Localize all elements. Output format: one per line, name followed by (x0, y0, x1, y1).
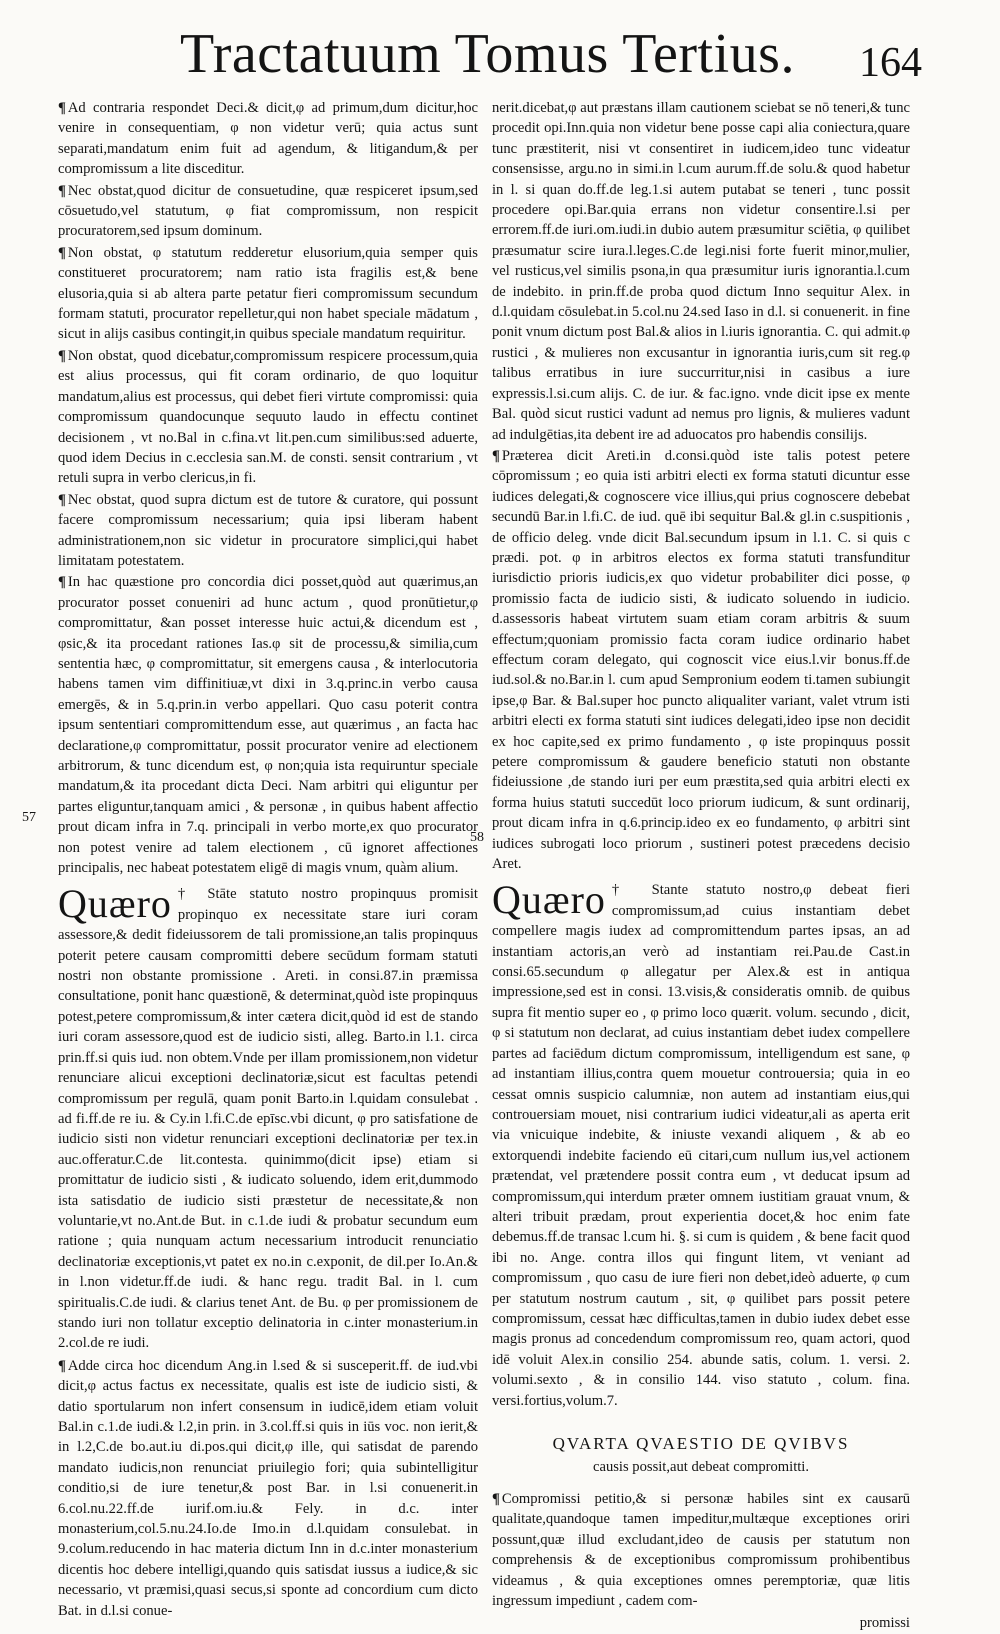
paragraph (492, 1489, 910, 1611)
quaero-block (492, 877, 910, 1411)
paragraph (58, 346, 478, 489)
section-heading: QVARTA QVAESTIO DE QVIBVS (552, 1434, 850, 1453)
paragraph-text: Non obstat, quod dicebatur,compromissum respicere processum,quia est alius processus, qui fit coram ordinario, de quo loquitur mandatum,alius est processus, qui debet fieri virtute compromissi: quia compromissum quandocunque sequuto laudo in effectu continet decisionem , vt no.Bal in c.fina.vt lit.pen.cum similibus:sed aduerte, quod idem Decius in c.ecclesia san.M. de consti. sensit contrarium , vt retuli supra in verbo clericus,in fi. (58, 347, 478, 487)
paragraph (492, 446, 910, 875)
page-number: 164 (859, 40, 922, 86)
quaero-initial: Quæro (58, 881, 172, 927)
catchword: promissi (859, 1615, 910, 1632)
paragraph (58, 490, 478, 572)
paragraph-text: Præterea dicit Areti.in d.consi.quòd iste talis potest petere cōpromissum ; eo quia isti arbitri electi ex forma statuti dicuntur esse iudices delegati,& cognoscere vice illius,qui prius cognoscere debebat secundū Bar.in l.fi.C. de iud. quē ibi sequitur Bal.& gl.in c.suspitionis , de officio deleg. vnde dicit Bal.secundum ipsum in l.1. C. si quis c prædi. pot. φ in arbitros electos ex forma statuti transfunditur iurisdictio prioris iudicis,ex quo videtur probabiliter dici posse, φ promissio facta de iudicio sisti, & iudicato soluendo in iudicio. d.assessoris habeat virtutem suam etiam coram arbitris & suum effectum;quoniam promissio facta coram iudice ordinario habet effectum coram delegato, qui cognoscit vice eius.l.vir bonus.ff.de iud.sol.& no.Bar.in l. cum apud Sempronium eodem ti.tamen subiungit ipse,φ Bar. & Bal.super hoc puncto aliqualiter variant, valet vtrum isti arbitri electi ex forma statuti sint iudices delegati,ideo ipse non decidit ex hoc capite,sed ex primo fundamento , φ iste propinquus possit petere compromissum & gaudere beneficio statuti non obstante fideiussione ,de stando iuri per eum præstita,sed quia arbitri electi ex forma huius statuti succedūt loco priorum iudicum, & sunt ordinarij, prout dicam infra in q.6.princip.ideo ex eo fundamento, φ arbitri sint iudices subrogati loco priorum , sustineri potest præcedens decisio Aret. (492, 447, 910, 873)
paragraph (58, 181, 478, 242)
quaero-text: † Stāte statuto nostro propinquus promisit propinquo ex necessitate stare iuri coram assessore,& dedit fideiussorem de tali promissione,an talis propinquus poterit petere causam compromitti debere secūdum formam statuti nostri non obstante promissione . Areti. in consi.87.in præmissa consultatione, ponit hanc quæstionē, & determinat,quòd iste propinquus potest,petere compromissum,& inter cætera dicit,quòd id est de stando iuri coram assessore,quod est de iudicio sisti, alleg. Barto.in l.1. circa prin.ff.si quis iud. non obtem.Vnde per illam promissionem,non videtur renunciare alicui exceptioni declinatoriæ,sicut est facultas petendi compromissum per regulā, quam ponit Barto.in l.quidam consulebat . ad fi.ff.de re iu. & Cy.in l.fi.C.de epīsc.vbi dicunt, φ pro satisfatione de iudicio sisti non videtur renunciari exceptioni declinatoriæ per tex.in auc.offeratur.C.de lit.contesta. quinimmo(dicit ipse) etiam si promittatur de iudicio sisti , & iudicato soluendo, idem erit,dummodo ista satisdatio de iudicio sisti præstetur de necessitate,& non voluntarie,vt no.Ant.de But. in c.1.de iudi & probatur secundum eum ratione ; quia nunquam actum necessarium introducit renunciatio declinatoriæ exceptionis,vt patet ex no.in c.exponit, de dil.per Io.An.& in l.non videtur.ff.de iudi. & hanc regu. tradit Bal. in l. cum spiritualis.C.de iudi. & clarius tenet Ant. de Bu. φ per promissionem de stando iuri non tollatur exceptio delinatoria in c.inter monasterium.in 2.col.de re iudi. (58, 886, 478, 1352)
paragraph-text: Ad contraria respondet Deci.& dicit,φ ad primum,dum dicitur,hoc venire in consequentiam, φ non videtur verū; quia actus sunt separati,mandatum enim fuit ad agendum, & litigandum,& per compromissum a lite disceditur. (58, 100, 478, 178)
paragraph (58, 572, 478, 878)
pilcrow-icon: ¶ (58, 182, 66, 199)
pilcrow-icon: ¶ (58, 574, 66, 591)
margin-number-right: 58 (470, 830, 484, 845)
paragraph-text: nerit.dicebat,φ aut præstans illam cautionem sciebat se nō teneri,& tunc procedit opi.Inn.quia non videtur bene posse capi alia coniectura,quare tunc præstiterit, nisi vt consentiret in iudicem,ideo tunc videatur consensisse, argu.no in simi.in l.cum aurum.ff.de solu.& quod habetur in l. si quan do.ff.de leg.1.si autem putabat se teneri , tunc possit procedere opi.Bar.quia errans non videtur consentire.l.si per errorem.ff.de iuri.om.iudi.in dubio autem præsumitur sciētia, φ quilibet præsumatur scire iura.l.leges.C.de legi.nisi forte fuerit minor,mulier, vel rusticus,vel similis psona,in qua præsumitur iuris ignorantia.l.cum de indebito. in prin.ff.de proba quod dictum Inno sequitur Alex. in d.l.quidam cōsulebat.in 5.col.nu 24.sed Iaso in d.l. si conuenerit. in fine ponit vnum dictum post Bal.& alios in l.iuris ignorantia. C. qui admit.φ rustici , & mulieres non excusantur in ignorantia iuris,cum sit reg.φ talibus erratibus in iure succurritur,nisi in casibus a iure expressis.l.si.cum alijs. C. de iur. & fac.igno. vnde dicit ipse ex mente Bal. quòd sicut rustici vadunt ad nemus pro lignis, & mulieres vadunt ad indulgētias,ita debent ire ad aduocatos pro habendis consilijs. (492, 100, 910, 443)
quaero-block (58, 881, 478, 1353)
paragraph-text: Non obstat, φ statutum redderetur elusorium,quia semper quis constitueret procuratorem; nam ratio ista fragilis est,& bene elusoria,quia si ab altera parte petatur fieri compromissum secundum formam statuti, procurator repelletur,qui non habet speciale mādatum , sicut in alijs casibus contingit,in quibus speciale mandatum requiritur. (58, 244, 478, 343)
paragraph-text: Adde circa hoc dicendum Ang.in l.sed & si susceperit.ff. de iud.vbi dicit,φ actus factus ex necessitate, qualis est iste de iudicio sisti, & datio sportularum non infert consensum in iudicē,idem etiam voluit Bal.in c.1.de iudi.& l.2,in prin. in 3.col.ff.si quis in iūs voc. non ierit,& in l.2,C.de bo.aut.iu di.pos.qui dicit,φ ille, qui satisdat de parendo mandato iudicis,non renunciat priuilegio fori; quia subintelligitur conditio,si de iure tenetur,& post Bar. in l.si conuenerit.in 6.col.nu.22.ff.de iurif.om.iu.& Fely. in d.c. inter monasterium,col.5.nu.24.Io.de Imo.in d.l.quidam consulebat. in 9.colum.reducendo in hac materia dictum Inn in d.c.inter monasterium dicentis hoc debere intelligi,quando quis satisdat iussus a iudice,& sic necessario, vt præmisi,quasi secus,si sponte ad concordium cum dicto Bat. in d.l.si conue- (58, 1357, 478, 1619)
pilcrow-icon: ¶ (58, 347, 66, 364)
left-column (58, 98, 478, 1622)
quaero-text: † Stante statuto nostro,φ debeat fieri compromissum,ad cuius instantiam debet compellere magis iudex ad compromittendum partes ipsas, an ad instantiam actoris,an verò ad instantiam rei.Pau.de Cast.in consi.65.secundum φ allegatur per Alex.& est in antiqua impressione,sed est in consi. 13.visis,& consideratis omnib. de quibus supra fit mentio super eo , φ primo loco quærit. volum. secundo , dicit, φ si statutum non declarat, ad cuius instantiam debet iudex compellere partes ad faciēdum dictum compromissum, intelligendum est sane, φ ad instantiam illius,contra quem mouetur controuersia; quia in eo cessat omnis suspicio calumniæ, non autem ad instantiam eius,qui controuersiam mouet, nisi contrarium iudici videatur,ali as aperta erit via vnicuique indebite, & iniuste vexandi aliquem , & ab eo extorquendi indebite faciendo eū citari,cum nullum ius,vel actionem prætendat, vel prætendere possit contra eum , vt deducat ipsum ad compromissum,qui interdum præter omnem iustitiam grauat vnum, & alteri tribuit prædam, prout experientia docet,& hoc enim fate debemus.ff.de transac l.cum hi. §. si cum is quidem , & bene facit quod ibi no. Ange. contra illos qui fingunt litem, vt veniant ad compromissum , quo casu de iure fieri non debet,ideò aduerte, φ cum per statutum nostrum cautum , sit, φ quilibet pars possit petere compromissum, cessat hæc difficultas,tamen in dubio iudex debet esse magis pronus ad concedendum compromissum reo, quam actori, quod idē voluit Alex.in consilio 254. abunde satis, colum. 1. versi. 2. volumi.sexto , & in consilio 144. viso statuto , colum. fina. versi.fortius,volum.7. (492, 882, 910, 1409)
quaero-initial: Quæro (492, 877, 606, 923)
pilcrow-icon: ¶ (492, 1491, 500, 1507)
page-header (0, 0, 1000, 92)
section-subheading: causis possit,aut debeat compromitti. (592, 1459, 810, 1475)
paragraph-text: In hac quæstione pro concordia dici posset,quòd aut quærimus,an procurator posset conueniri ad hunc actum , quod pronūtietur,φ compromittatur, &an posset interesse huic actui,& dicendum est , φsic,& ita procedant rationes Ias.φ sit de processu,& similia,cum sententia hæc, φ compromittatur, sit emergens causa , & interlocutoria habens tamen vim diffinitiuæ,vt dixi in 3.q.princ.in verbo causa emergēs, & in 5.q.prin.in verbo appellari. Quo casu poterit contra ipsum sententiari compromittendum esse, aut quærimus , an facta hac declaratione,φ compromittatur, possit procurator venire ad electionem arbitrorum, & tunc dicendum est, φ non;quia ista requiruntur speciale mandatum,& ita procedant dicta Deci. Nam arbitri qui eliguntur per partes eliguntur,tanquam amici , & personæ , in quibus habent affectio prout dicam infra in 7.q. principali in verbo morte,ex quo procurator non potest venire ad talem electionem , cū ignoret affectiones principalis, nec habeat potestatem eligē di magis vnum, quàm alium. (58, 574, 478, 877)
pilcrow-icon: ¶ (58, 491, 66, 508)
running-title: Tractatuum Tomus Tertius. (180, 23, 795, 85)
right-column (492, 98, 910, 1634)
pilcrow-icon: ¶ (58, 1357, 66, 1374)
paragraph (492, 98, 910, 445)
paragraph (58, 243, 478, 345)
paragraph-text: Nec obstat,quod dicitur de consuetudine, quæ respiceret ipsum,sed cōsuetudo,vel statutum, φ fiat compromissum, non respicit procuratorem,sed ipsum dominum. (58, 182, 478, 240)
paragraph-text: Nec obstat, quod supra dictum est de tutore & curatore, qui possunt facere compromissum necessarium; quia ipsi liberam habent administrationem,non sic videtur in procuratore simplici,qui habet limitatam potestatem. (58, 491, 478, 569)
margin-number-left: 57 (22, 810, 36, 825)
paragraph-text: Compromissi petitio,& si personæ habiles sint ex causarū qualitate,quandoque tamen impeditur,multæque exceptiones oriri possunt,quæ illud excludant,ideo de causis per statutum non comprehensis & de exceptionibus compromissum prohibentibus videamus , & quia exceptiones omnes peremptoriæ, quæ litis ingressum impediunt , cadem com- (492, 1491, 910, 1610)
pilcrow-icon: ¶ (58, 244, 66, 261)
paragraph (58, 98, 478, 180)
pilcrow-icon: ¶ (58, 100, 66, 116)
pilcrow-icon: ¶ (492, 447, 500, 464)
paragraph (58, 1356, 478, 1621)
